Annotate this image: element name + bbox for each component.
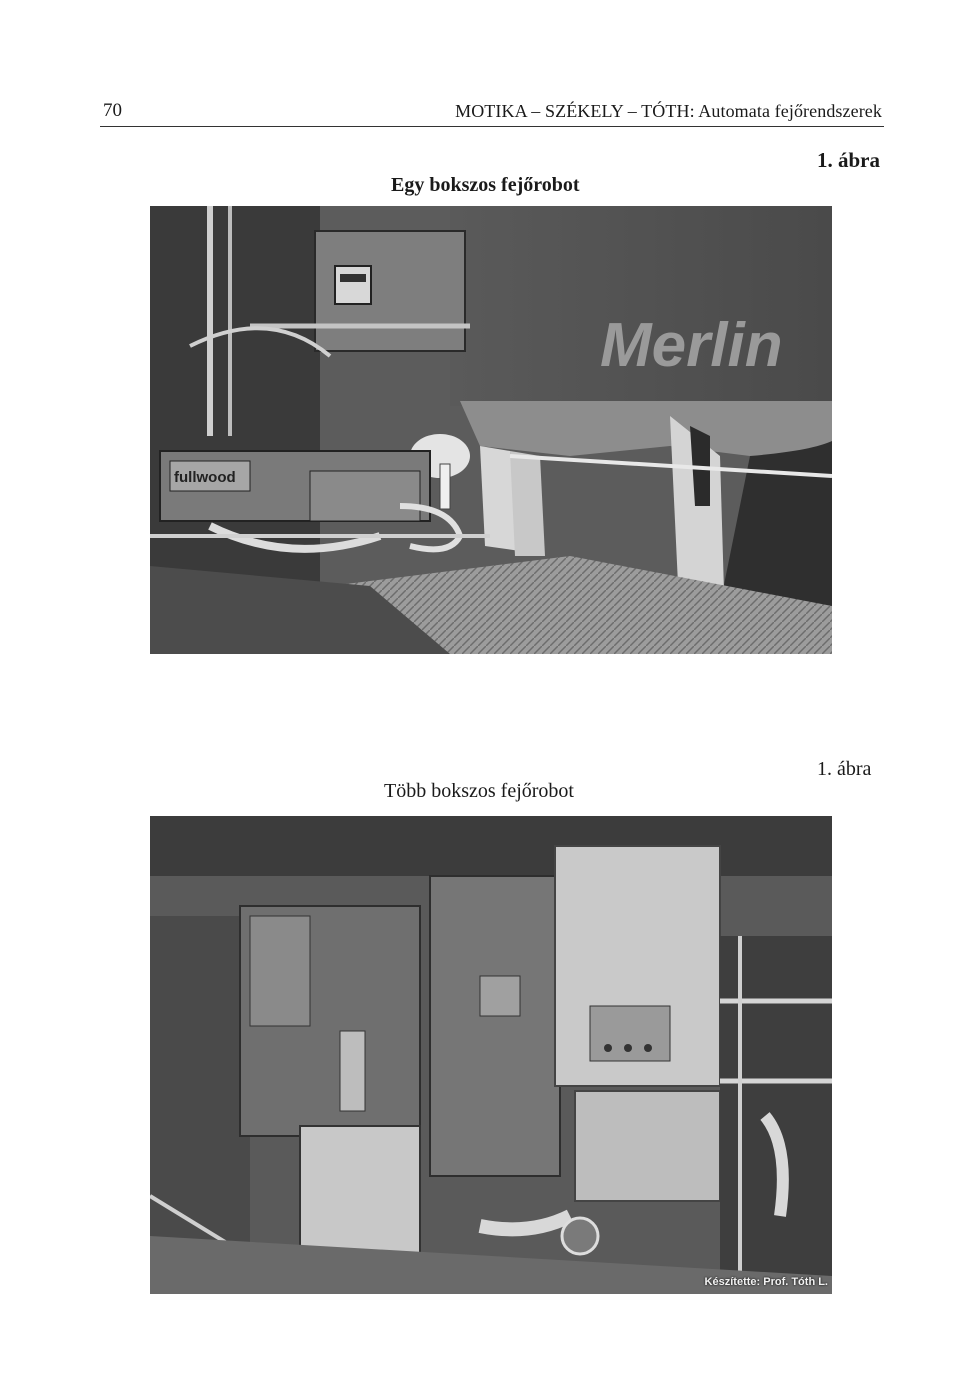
photo-multi-box-drawing <box>150 816 832 1294</box>
photo-credit: Készítette: Prof. Tóth L. <box>704 1276 828 1288</box>
figure-label-top: 1. ábra <box>817 148 880 172</box>
fullwood-logo-text: fullwood <box>174 469 236 486</box>
running-title: MOTIKA – SZÉKELY – TÓTH: Automata fejőrendszerek <box>455 101 882 121</box>
figure-caption-bottom: Több bokszos fejőrobot <box>384 780 574 802</box>
photo-single-box-drawing <box>150 206 832 654</box>
figure-caption-top: Egy bokszos fejőrobot <box>391 174 580 196</box>
header-rule <box>100 126 884 127</box>
figure-label-bottom: 1. ábra <box>817 758 872 780</box>
photo-multi-box-milking-robot <box>150 816 832 1294</box>
page-number: 70 <box>103 100 122 121</box>
merlin-brand-text: Merlin <box>600 311 783 380</box>
photo-single-box-milking-robot <box>150 206 832 654</box>
